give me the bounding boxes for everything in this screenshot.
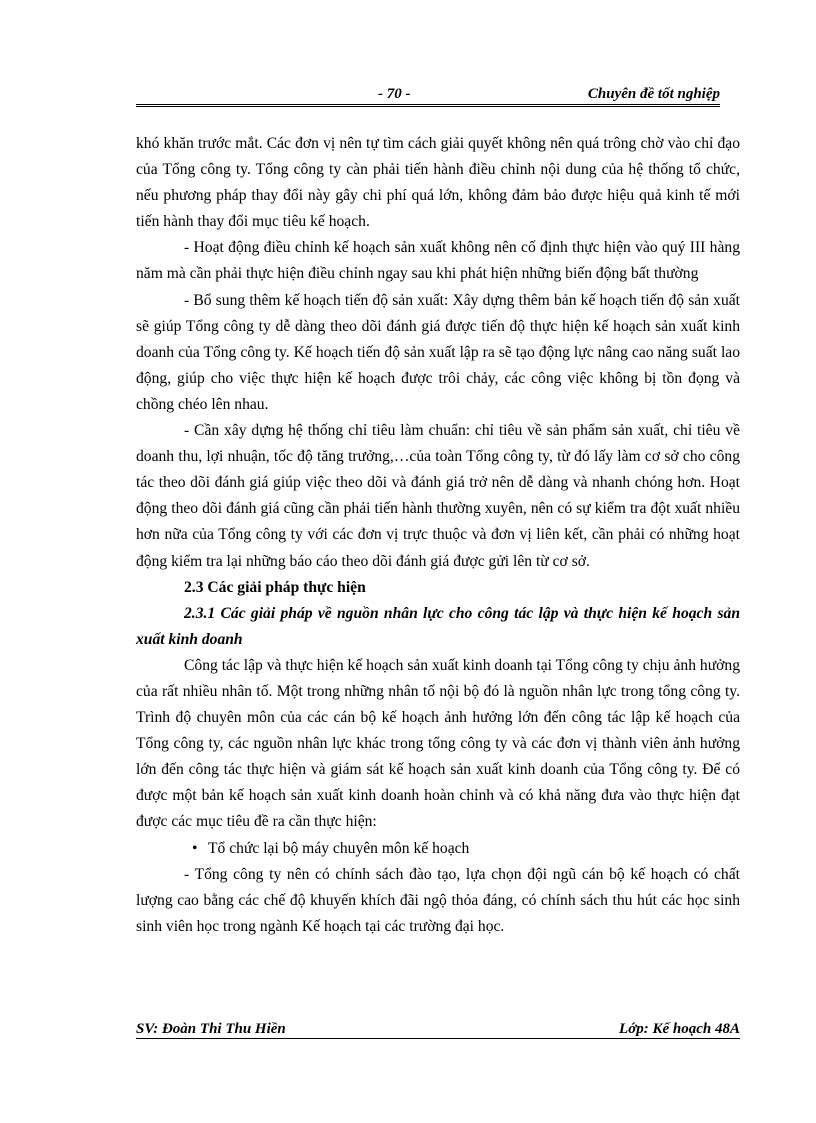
paragraph: - Cần xây dựng hệ thống chỉ tiêu làm chuẩn: chỉ tiêu về sản phẩm sản xuất, chỉ tiêu về doanh thu, lợi nhuận, tốc độ tăng trưởng,…của toàn Tổng công ty, từ đó lấy làm cơ sở cho công tác theo dõi đánh giá giúp việc theo dõi và đánh giá trở nên dễ dàng và nhanh chóng hơn. Hoạt động theo dõi đánh giá cũng cần phải tiến hành thường xuyên, nên có sự kiểm tra đột xuất nhiều hơn nữa của Tổng công ty với các đơn vị trực thuộc và đơn vị liên kết, cần phải có những hoạt động kiểm tra lại những báo cáo theo dõi đánh giá được gửi lên từ cơ sở. [136, 422, 740, 570]
student-name: SV: Đoàn Thi Thu Hiền [136, 1021, 286, 1037]
bullet-text: Tổ chức lại bộ máy chuyên môn kế hoạch [208, 839, 470, 857]
paragraph: - Bổ sung thêm kế hoạch tiến độ sản xuất: Xây dựng thêm bản kế hoạch tiến độ sản xuất sẽ giúp Tổng công ty dễ dàng theo dõi đánh giá được tiến độ thực hiện kế hoạch sản xuất kinh doanh của Tổng công ty. Kế hoạch tiến độ sản xuất lập ra sẽ tạo động lực nâng cao năng suất lao động, giúp cho việc thực hiện kế hoạch được trôi chảy, các công việc không bị tồn đọng và chồng chéo lên nhau. [136, 291, 740, 413]
header-divider [136, 104, 720, 105]
bullet-icon: • [192, 839, 198, 857]
subsection-heading: 2.3.1 Các giải pháp về nguồn nhân lực cho công tác lập và thực hiện kế hoạch sản xuất kinh doanh [136, 604, 740, 648]
paragraph: - Tổng công ty nên có chính sách đào tạo, lựa chọn đội ngũ cán bộ kế hoạch có chất lượng cao bằng các chế độ khuyến khích đãi ngộ thỏa đáng, có chính sách thu hút các học sinh sinh viên học trong ngành Kế hoạch tại các trường đại học. [136, 865, 740, 935]
page-number: - 70 - [378, 86, 411, 102]
page-header [136, 86, 720, 104]
footer-divider [136, 1038, 740, 1039]
document-body [136, 131, 740, 940]
paragraph: Công tác lập và thực hiện kế hoạch sản xuất kinh doanh tại Tổng công ty chịu ảnh hưởng của rất nhiều nhân tố. Một trong những nhân tố nội bộ đó là nguồn nhân lực trong tổng công ty. Trình độ chuyên môn của các cán bộ kế hoạch ảnh hưởng lớn đến công tác lập kế hoạch của Tổng công ty, các nguồn nhân lực khác trong tổng công ty và các đơn vị thành viên ảnh hưởng lớn đến công tác thực hiện và giám sát kế hoạch sản xuất kinh doanh của Tổng công ty. Để có được một bản kế hoạch sản xuất kinh doanh hoàn chỉnh và có khả năng đưa vào thực hiện đạt được các mục tiêu đề ra cần thực hiện: [136, 656, 740, 831]
paragraph: - Hoạt động điều chỉnh kế hoạch sản xuất không nên cố định thực hiện vào quý III hàng năm mà cần phải thực hiện điều chỉnh ngay sau khi phát hiện những biến động bất thường [136, 239, 740, 283]
section-heading: 2.3 Các giải pháp thực hiện [184, 578, 366, 596]
document-title: Chuyên đề tốt nghiệp [587, 86, 720, 102]
header-divider-secondary [136, 106, 720, 107]
page-footer [136, 1021, 740, 1039]
paragraph: khó khăn trước mắt. Các đơn vị nên tự tìm cách giải quyết không nên quá trông chờ vào chỉ đạo của Tổng công ty. Tổng công ty càn phải tiến hành điều chỉnh nội dung của hệ thống tổ chức, nếu phương pháp thay đổi này gây chi phí quá lớn, không đảm bảo được hiệu quả kinh tế mới tiến hành thay đổi mục tiêu kế hoạch. [136, 135, 740, 231]
class-name: Lớp: Kế hoạch 48A [619, 1021, 740, 1037]
bullet-item [136, 836, 740, 862]
